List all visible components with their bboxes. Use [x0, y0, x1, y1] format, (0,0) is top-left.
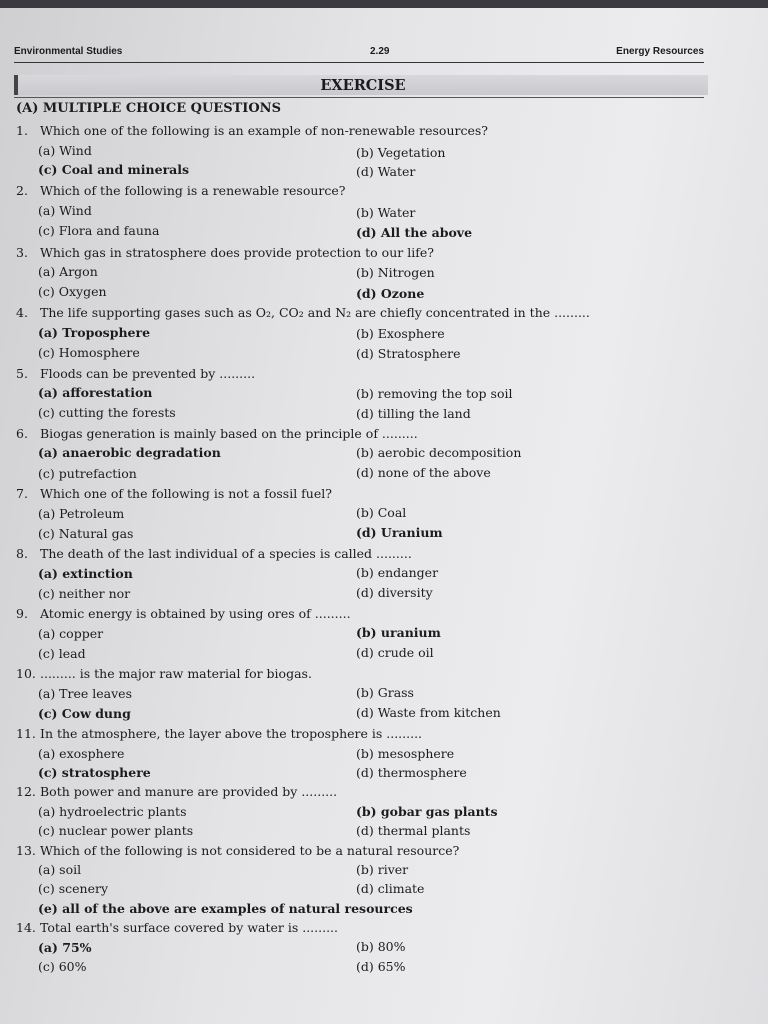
question-text: Atomic energy is obtained by using ores of .........: [40, 606, 351, 621]
option-c: (c) Coal and minerals: [38, 162, 190, 177]
option-d: (d) thermosphere: [356, 765, 467, 780]
question-text: Which one of the following is an example of non-renewable resources?: [40, 123, 488, 138]
option-c: (c) stratosphere: [38, 765, 151, 780]
option-d: (d) tilling the land: [356, 406, 471, 421]
option-a: (a) Tree leaves: [38, 686, 132, 701]
question-text: Floods can be prevented by .........: [40, 366, 256, 381]
option-a: (a) Wind: [38, 203, 92, 218]
option-c: (c) Cow dung: [38, 706, 131, 721]
option-a: (a) Wind: [38, 143, 92, 158]
option-c: (c) Natural gas: [38, 526, 134, 541]
option-a: (a) exosphere: [38, 746, 125, 761]
option-a: (a) hydroelectric plants: [38, 804, 187, 819]
option-b: (b) Grass: [356, 685, 414, 700]
option-b: (b) Vegetation: [356, 145, 446, 160]
option-c: (c) nuclear power plants: [38, 823, 194, 838]
question-number: 10.: [16, 666, 36, 681]
option-a: (a) Petroleum: [38, 506, 125, 521]
option-c: (c) putrefaction: [38, 466, 137, 481]
option-d: (d) diversity: [356, 585, 433, 600]
option-b: (b) mesosphere: [356, 746, 455, 761]
option-d: (d) climate: [356, 881, 425, 896]
option-b: (b) endanger: [356, 565, 439, 580]
option-b: (b) removing the top soil: [356, 386, 513, 401]
question-text: Total earth's surface covered by water is .........: [40, 920, 338, 935]
page-header: [14, 44, 704, 63]
option-b: (b) gobar gas plants: [356, 804, 498, 819]
option-a: (a) soil: [38, 862, 82, 877]
option-d: (d) Waste from kitchen: [356, 705, 501, 720]
question-1: [16, 123, 488, 138]
exercise-title: EXERCISE: [14, 75, 708, 95]
question-7: [16, 486, 332, 501]
option-a: (a) Argon: [38, 264, 98, 279]
question-text: Both power and manure are provided by .........: [40, 784, 338, 799]
question-text: The life supporting gases such as O₂, CO₂ and N₂ are chiefly concentrated in the .........: [40, 305, 590, 320]
option-c: (c) cutting the forests: [38, 405, 176, 420]
section-title: (A) MULTIPLE CHOICE QUESTIONS: [16, 101, 281, 116]
question-9: [16, 606, 351, 621]
option-b: (b) Exosphere: [356, 326, 445, 341]
option-a: (a) anaerobic degradation: [38, 445, 221, 460]
question-5: [16, 366, 255, 381]
option-d: (d) crude oil: [356, 645, 434, 660]
question-13: [16, 843, 459, 858]
question-number: 14.: [16, 920, 36, 935]
option-b: (b) Nitrogen: [356, 265, 435, 280]
question-4: [16, 305, 590, 320]
option-d: (d) none of the above: [356, 465, 491, 480]
option-a: (a) extinction: [38, 566, 133, 581]
option-c: (c) neither nor: [38, 586, 131, 601]
question-number: 3.: [16, 245, 28, 260]
question-8: [16, 546, 412, 561]
question-text: Which of the following is a renewable resource?: [40, 183, 346, 198]
question-number: 12.: [16, 784, 36, 799]
question-11: [16, 726, 422, 741]
question-text: Biogas generation is mainly based on the principle of .........: [40, 426, 418, 441]
header-page-number: 2.29: [370, 46, 390, 57]
question-14: [16, 920, 338, 935]
option-c: (c) 60%: [38, 959, 87, 974]
option-d: (d) Water: [356, 164, 416, 179]
option-d: (d) Uranium: [356, 525, 443, 540]
option-c: (c) scenery: [38, 881, 109, 896]
question-2: [16, 183, 345, 198]
question-10: [16, 666, 312, 681]
option-a: (a) Troposphere: [38, 325, 151, 340]
exercise-banner: [14, 75, 704, 98]
option-e: (e) all of the above are examples of natural resources: [38, 901, 413, 916]
question-number: 8.: [16, 546, 28, 561]
option-c: (c) Homosphere: [38, 345, 140, 360]
option-b: (b) uranium: [356, 625, 441, 640]
option-b: (b) aerobic decomposition: [356, 445, 522, 460]
question-text: The death of the last individual of a species is called .........: [40, 546, 412, 561]
option-d: (d) Stratosphere: [356, 346, 461, 361]
question-number: 5.: [16, 366, 28, 381]
option-c: (c) Flora and fauna: [38, 223, 160, 238]
question-number: 1.: [16, 123, 28, 138]
option-c: (c) Oxygen: [38, 284, 107, 299]
question-3: [16, 245, 434, 260]
question-number: 7.: [16, 486, 28, 501]
question-number: 9.: [16, 606, 28, 621]
option-d: (d) 65%: [356, 959, 406, 974]
question-text: Which one of the following is not a fossil fuel?: [40, 486, 332, 501]
option-b: (b) Water: [356, 205, 416, 220]
option-a: (a) copper: [38, 626, 104, 641]
option-b: (b) 80%: [356, 939, 406, 954]
option-a: (a) 75%: [38, 940, 92, 955]
question-text: Which of the following is not considered to be a natural resource?: [40, 843, 460, 858]
question-6: [16, 426, 418, 441]
question-number: 11.: [16, 726, 36, 741]
question-number: 2.: [16, 183, 28, 198]
question-text: Which gas in stratosphere does provide protection to our life?: [40, 245, 434, 260]
question-number: 13.: [16, 843, 36, 858]
option-c: (c) lead: [38, 646, 86, 661]
option-b: (b) river: [356, 862, 409, 877]
option-d: (d) Ozone: [356, 286, 425, 301]
question-number: 4.: [16, 305, 28, 320]
header-chapter: Energy Resources: [616, 46, 704, 57]
question-number: 6.: [16, 426, 28, 441]
option-d: (d) All the above: [356, 225, 473, 240]
question-text: ......... is the major raw material for biogas.: [40, 666, 312, 681]
question-12: [16, 784, 337, 799]
option-d: (d) thermal plants: [356, 823, 471, 838]
question-text: In the atmosphere, the layer above the troposphere is .........: [40, 726, 423, 741]
option-a: (a) afforestation: [38, 385, 153, 400]
header-subject: Environmental Studies: [14, 46, 123, 57]
option-b: (b) Coal: [356, 505, 407, 520]
